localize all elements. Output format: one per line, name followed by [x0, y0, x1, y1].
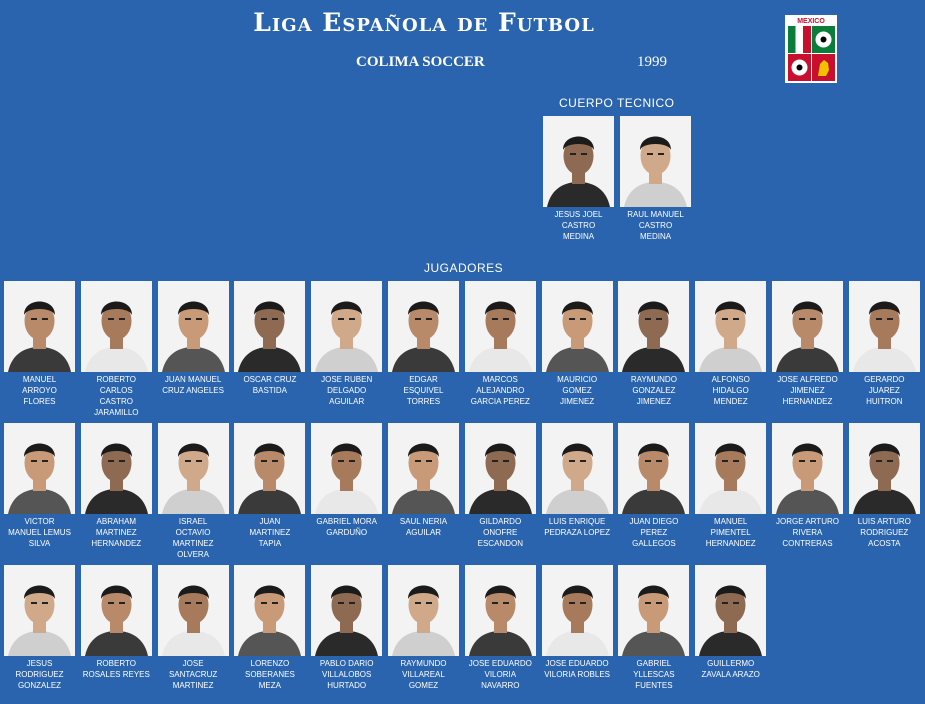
person-photo	[388, 565, 459, 656]
staff-section-label: CUERPO TECNICO	[559, 96, 675, 110]
person-card	[158, 565, 229, 691]
person-photo	[618, 565, 689, 656]
person-card	[849, 423, 920, 549]
player-portrait-icon	[311, 565, 382, 656]
person-name: PABLO DARIO VILLALOBOS HURTADO	[319, 659, 374, 690]
team-emblem	[785, 15, 837, 83]
person-name: JOSE RUBEN DELGADO AGUILAR	[321, 375, 373, 406]
player-portrait-icon	[158, 565, 229, 656]
person-photo	[849, 281, 920, 372]
person-photo	[234, 423, 305, 514]
person-card	[158, 281, 229, 396]
person-photo	[158, 281, 229, 372]
person-name: LUIS ARTURO RODRIGUEZ ACOSTA	[857, 517, 911, 548]
player-portrait-icon	[618, 565, 689, 656]
player-portrait-icon	[542, 423, 613, 514]
person-photo	[234, 565, 305, 656]
person-name: JOSE SANTACRUZ MARTINEZ	[168, 659, 218, 690]
person-card	[388, 565, 459, 691]
player-portrait-icon	[542, 565, 613, 656]
player-portrait-icon	[849, 281, 920, 372]
person-photo	[695, 423, 766, 514]
person-name: ISRAEL OCTAVIO MARTINEZ OLVERA	[172, 517, 214, 559]
person-card	[388, 281, 459, 407]
player-portrait-icon	[388, 423, 459, 514]
person-name: GERARDO JUAREZ HUITRON	[864, 375, 905, 406]
person-name: GILDARDO ONOFRE ESCANDON	[477, 517, 523, 548]
person-card	[618, 281, 689, 407]
person-card	[465, 423, 536, 549]
person-name: RAUL MANUEL CASTRO MEDINA	[627, 210, 684, 241]
emblem-lion-quadrant	[812, 54, 835, 81]
person-card	[388, 423, 459, 538]
person-card	[81, 423, 152, 549]
player-portrait-icon	[465, 565, 536, 656]
person-name: MARCOS ALEJANDRO GARCIA PEREZ	[470, 375, 530, 406]
person-card	[542, 281, 613, 407]
person-photo	[772, 423, 843, 514]
person-card	[618, 565, 689, 691]
person-photo	[4, 281, 75, 372]
person-photo	[311, 423, 382, 514]
lion-icon	[812, 54, 835, 81]
person-name: RAYMUNDO GONZALEZ JIMENEZ	[630, 375, 677, 406]
person-name: ALFONSO HIDALGO MENDEZ	[711, 375, 750, 406]
person-photo	[4, 423, 75, 514]
player-portrait-icon	[618, 423, 689, 514]
person-photo	[543, 116, 614, 207]
person-name: EDGAR ESQUIVEL TORRES	[403, 375, 444, 406]
player-portrait-icon	[618, 281, 689, 372]
person-card	[311, 281, 382, 407]
player-portrait-icon	[465, 423, 536, 514]
person-photo	[618, 281, 689, 372]
person-card	[849, 281, 920, 407]
person-card	[695, 423, 766, 549]
person-name: SAUL NERIA AGUILAR	[399, 517, 448, 537]
person-photo	[772, 281, 843, 372]
person-photo	[542, 281, 613, 372]
person-name: JOSE EDUARDO VILORIA NAVARRO	[468, 659, 532, 690]
person-card	[4, 565, 75, 691]
player-portrait-icon	[4, 423, 75, 514]
season-year: 1999	[637, 54, 667, 70]
person-photo	[81, 281, 152, 372]
person-card	[4, 281, 75, 407]
person-photo	[618, 423, 689, 514]
person-card	[81, 565, 152, 680]
person-card	[543, 116, 614, 242]
person-name: GABRIEL MORA GARDUÑO	[316, 517, 377, 537]
player-portrait-icon	[695, 281, 766, 372]
person-name: JESUS RODRIGUEZ GONZALEZ	[15, 659, 64, 690]
person-card	[234, 423, 305, 549]
person-card	[772, 281, 843, 407]
person-card	[311, 565, 382, 691]
person-photo	[465, 281, 536, 372]
person-name: JUAN DIEGO PEREZ GALLEGOS	[629, 517, 679, 548]
person-name: JUAN MARTINEZ TAPIA	[249, 517, 291, 548]
person-photo	[388, 423, 459, 514]
player-portrait-icon	[4, 281, 75, 372]
player-portrait-icon	[695, 565, 766, 656]
person-photo	[158, 423, 229, 514]
player-portrait-icon	[695, 423, 766, 514]
player-portrait-icon	[772, 423, 843, 514]
person-photo	[158, 565, 229, 656]
person-name: JOSE ALFREDO JIMENEZ HERNANDEZ	[777, 375, 838, 406]
person-card	[695, 281, 766, 407]
person-card	[542, 423, 613, 538]
person-name: JORGE ARTURO RIVERA CONTRERAS	[776, 517, 839, 548]
person-card	[695, 565, 766, 680]
player-portrait-icon	[388, 281, 459, 372]
player-portrait-icon	[234, 565, 305, 656]
person-card	[465, 565, 536, 691]
player-portrait-icon	[81, 565, 152, 656]
player-portrait-icon	[81, 423, 152, 514]
person-card	[465, 281, 536, 407]
person-photo	[81, 565, 152, 656]
soccer-ball-icon	[788, 54, 811, 81]
person-photo	[695, 565, 766, 656]
person-card	[234, 281, 305, 396]
person-name: ABRAHAM MARTINEZ HERNANDEZ	[91, 517, 142, 548]
player-portrait-icon	[620, 116, 691, 207]
emblem-flag-quadrant	[788, 26, 811, 53]
player-portrait-icon	[772, 281, 843, 372]
emblem-ball-quadrant	[812, 26, 835, 53]
person-card	[542, 565, 613, 680]
player-portrait-icon	[4, 565, 75, 656]
person-photo	[4, 565, 75, 656]
person-photo	[311, 281, 382, 372]
player-portrait-icon	[234, 281, 305, 372]
person-card	[772, 423, 843, 549]
player-portrait-icon	[543, 116, 614, 207]
player-portrait-icon	[158, 281, 229, 372]
person-photo	[465, 423, 536, 514]
person-photo	[849, 423, 920, 514]
person-photo	[311, 565, 382, 656]
person-photo	[620, 116, 691, 207]
person-name: VICTOR MANUEL LEMUS SILVA	[8, 517, 71, 548]
person-photo	[234, 281, 305, 372]
person-name: JUAN MANUEL CRUZ ANGELES	[162, 375, 224, 395]
soccer-ball-icon	[812, 26, 835, 53]
person-photo	[388, 281, 459, 372]
person-card	[81, 281, 152, 418]
person-card	[620, 116, 691, 242]
person-name: ROBERTO ROSALES REYES	[82, 659, 150, 679]
person-photo	[81, 423, 152, 514]
player-portrait-icon	[849, 423, 920, 514]
person-card	[618, 423, 689, 549]
emblem-ball-quadrant-red	[788, 54, 811, 81]
person-photo	[542, 565, 613, 656]
player-portrait-icon	[311, 281, 382, 372]
player-portrait-icon	[542, 281, 613, 372]
person-card	[158, 423, 229, 560]
person-name: ROBERTO CARLOS CASTRO JARAMILLO	[94, 375, 139, 417]
person-name: LORENZO SOBERANES MEZA	[244, 659, 295, 690]
person-name: OSCAR CRUZ BASTIDA	[243, 375, 297, 395]
emblem-mexico-text: MEXICO	[797, 18, 825, 25]
person-photo	[542, 423, 613, 514]
person-name: RAYMUNDO VILLAREAL GOMEZ	[400, 659, 447, 690]
person-photo	[695, 281, 766, 372]
person-name: MANUEL ARROYO FLORES	[22, 375, 57, 406]
player-portrait-icon	[465, 281, 536, 372]
person-name: JESUS JOEL CASTRO MEDINA	[554, 210, 603, 241]
person-name: GABRIEL YLLESCAS FUENTES	[633, 659, 675, 690]
players-section-label: JUGADORES	[424, 261, 504, 275]
player-portrait-icon	[81, 281, 152, 372]
person-name: GUILLERMO ZAVALA ARAZO	[701, 659, 760, 679]
player-portrait-icon	[234, 423, 305, 514]
person-card	[4, 423, 75, 549]
person-name: JOSE EDUARDO VILORIA ROBLES	[544, 659, 610, 679]
player-portrait-icon	[311, 423, 382, 514]
team-name: COLIMA SOCCER	[356, 54, 485, 70]
player-portrait-icon	[158, 423, 229, 514]
person-name: MANUEL PIMENTEL HERNANDEZ	[705, 517, 756, 548]
person-card	[311, 423, 382, 538]
player-portrait-icon	[388, 565, 459, 656]
page-title: Liga Española de Futbol	[253, 8, 595, 37]
person-name: MAURICIO GOMEZ JIMENEZ	[557, 375, 598, 406]
person-name: LUIS ENRIQUE PEDRAZA LOPEZ	[544, 517, 610, 537]
person-photo	[465, 565, 536, 656]
person-card	[234, 565, 305, 691]
